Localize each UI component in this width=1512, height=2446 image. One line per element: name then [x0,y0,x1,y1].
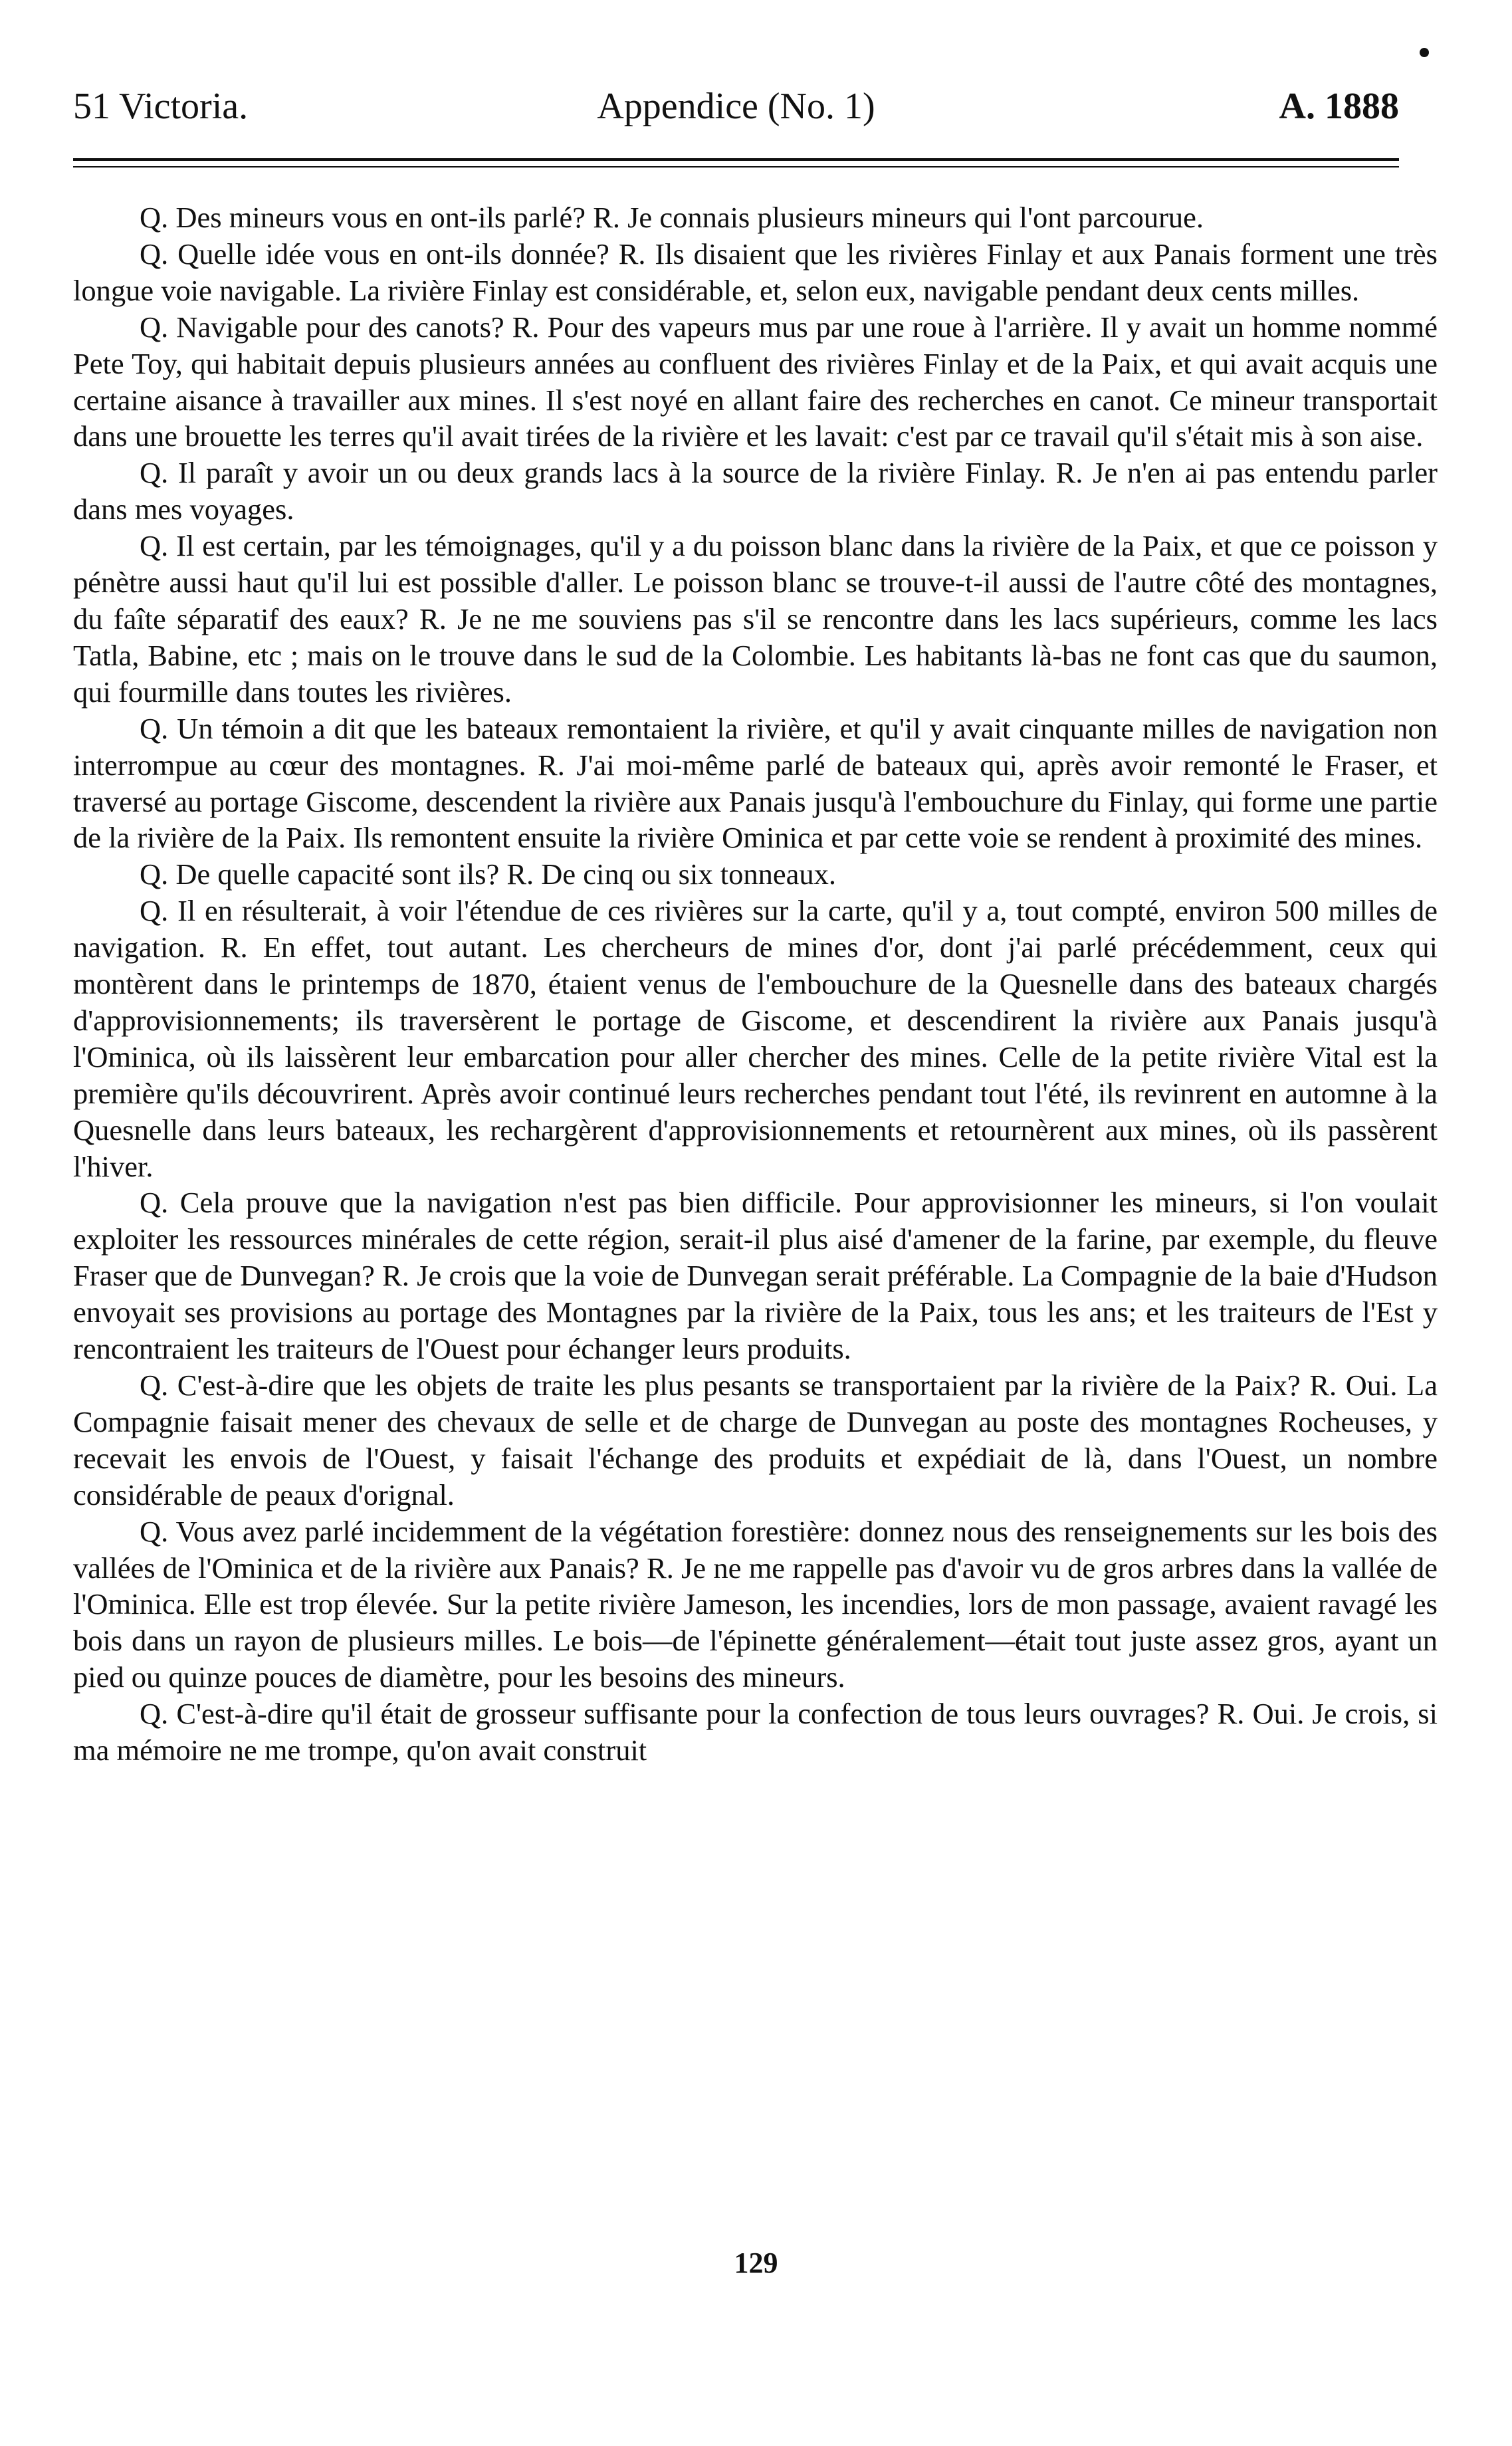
paragraph: Q. Il paraît y avoir un ou deux grands lacs à la source de la rivière Finlay. R. Je n'en ai pas entendu parler dans mes voyages. [73,456,1438,526]
header-session: 51 Victoria. [73,86,249,127]
header-year: A. 1888 [1279,86,1399,127]
page-number: 129 [734,2247,778,2279]
paragraph: Q. Cela prouve que la navigation n'est pas bien difficile. Pour approvisionner les mineurs, si l'on voulait exploiter les ressources minérales de cette région, serait-il plus aisé d'amener de la farine, par exemple, du fleuve Fraser que de Dunvegan? R. Je crois que la voie de Dunvegan serait préférable. La Compagnie de la baie d'Hudson envoyait ses provisions au portage des Montagnes par la rivière de la Paix, tous les ans; et les traiteurs de l'Est y rencontraient les traiteurs de l'Ouest pour échanger leurs produits. [73,1186,1438,1366]
paragraph: Q. Vous avez parlé incidemment de la végétation forestière: donnez nous des renseignements sur les bois des vallées de l'Ominica et de la rivière aux Panais? R. Je ne me rappelle pas d'avoir vu de gros arbres dans la vallée de l'Ominica. Elle est trop élevée. Sur la petite rivière Jameson, les incendies, lors de mon passage, avaient ravagé les bois dans un rayon de plusieurs milles. Le bois—de l'épinette généralement—était tout juste assez gros, ayant un pied ou quinze pouces de diamètre, pour les besoins des mineurs. [73,1514,1438,1694]
header-rule-thick [73,158,1399,161]
header-appendix: Appendice (No. 1) [597,86,875,127]
body-text [73,199,1438,1769]
paragraph: Q. C'est-à-dire que les objets de traite les plus pesants se transportaient par la rivière de la Paix? R. Oui. La Compagnie faisait mener des chevaux de selle et de charge de Dunvegan au poste des montagnes Rocheuses, y recevait les envois de l'Ouest, y faisait l'échange des produits et expédiait de là, dans l'Ouest, un nombre considérable de peaux d'orignal. [73,1369,1438,1511]
running-header [73,76,1399,136]
paragraph: Q. Quelle idée vous en ont-ils donnée? R. Ils disaient que les rivières Finlay et aux Panais forment une très longue voie navigable. La rivière Finlay est considérable, et, selon eux, navigable pendant deux cents milles. [73,237,1438,307]
header-rule-thin [73,166,1399,167]
paragraph: Q. Des mineurs vous en ont-ils parlé? R. Je connais plusieurs mineurs qui l'ont parcourue. [140,201,1204,234]
paragraph: Q. Navigable pour des canots? R. Pour des vapeurs mus par une roue à l'arrière. Il y avait un homme nommé Pete Toy, qui habitait depuis plusieurs années au confluent des rivières Finlay et de la Paix, et qui avait acquis une certaine aisance à travailler aux mines. Il s'est noyé en allant faire des recherches en canot. Ce mineur transportait dans une brouette les terres qu'il avait tirées de la rivière et les lavait: c'est par ce travail qu'il s'était mis à son aise. [73,310,1438,453]
paragraph: Q. Il en résulterait, à voir l'étendue de ces rivières sur la carte, qu'il y a, tout compté, environ 500 milles de navigation. R. En effet, tout autant. Les chercheurs de mines d'or, dont j'ai parlé précédemment, ceux qui montèrent dans le printemps de 1870, étaient venus de l'embouchure de la Quesnelle dans des bateaux chargés d'approvisionnements; ils traversèrent le portage de Giscome, et descendirent la rivière aux Panais jusqu'à l'Ominica, où ils laissèrent leur embarcation pour aller chercher des mines. Celle de la petite rivière Vital est la première qu'ils découvrirent. Après avoir continué leurs recherches pendant tout l'été, ils revinrent en automne à la Quesnelle dans leurs bateaux, les rechargèrent d'approvisionnements et retournèrent aux mines, où ils passèrent l'hiver. [73,894,1438,1183]
ink-dot [1420,48,1429,57]
paragraph: Q. De quelle capacité sont ils? R. De cinq ou six tonneaux. [140,857,836,891]
paragraph: Q. Un témoin a dit que les bateaux remontaient la rivière, et qu'il y avait cinquante milles de navigation non interrompue au cœur des montagnes. R. J'ai moi-même parlé de bateaux qui, après avoir remonté le Fraser, et traversé au portage Giscome, descendent la rivière aux Panais jusqu'à l'embouchure du Finlay, qui forme une partie de la rivière de la Paix. Ils remontent ensuite la rivière Ominica et par cette voie se rendent à proximité des mines. [73,711,1438,855]
paragraph: Q. Il est certain, par les témoignages, qu'il y a du poisson blanc dans la rivière de la Paix, et que ce poisson y pénètre aussi haut qu'il lui est possible d'aller. Le poisson blanc se trouve-t-il aussi de l'autre côté des montagnes, du faîte séparatif des eaux? R. Je ne me souviens pas s'il se rencontre dans les lacs supérieurs, comme les lacs Tatla, Babine, etc ; mais on le trouve dans le sud de la Colombie. Les habitants là-bas ne font cas que du saumon, qui fourmille dans toutes les rivières. [73,529,1438,709]
paragraph: Q. C'est-à-dire qu'il était de grosseur suffisante pour la confection de tous leurs ouvrages? R. Oui. Je crois, si ma mémoire ne me trompe, qu'on avait construit [73,1697,1438,1767]
